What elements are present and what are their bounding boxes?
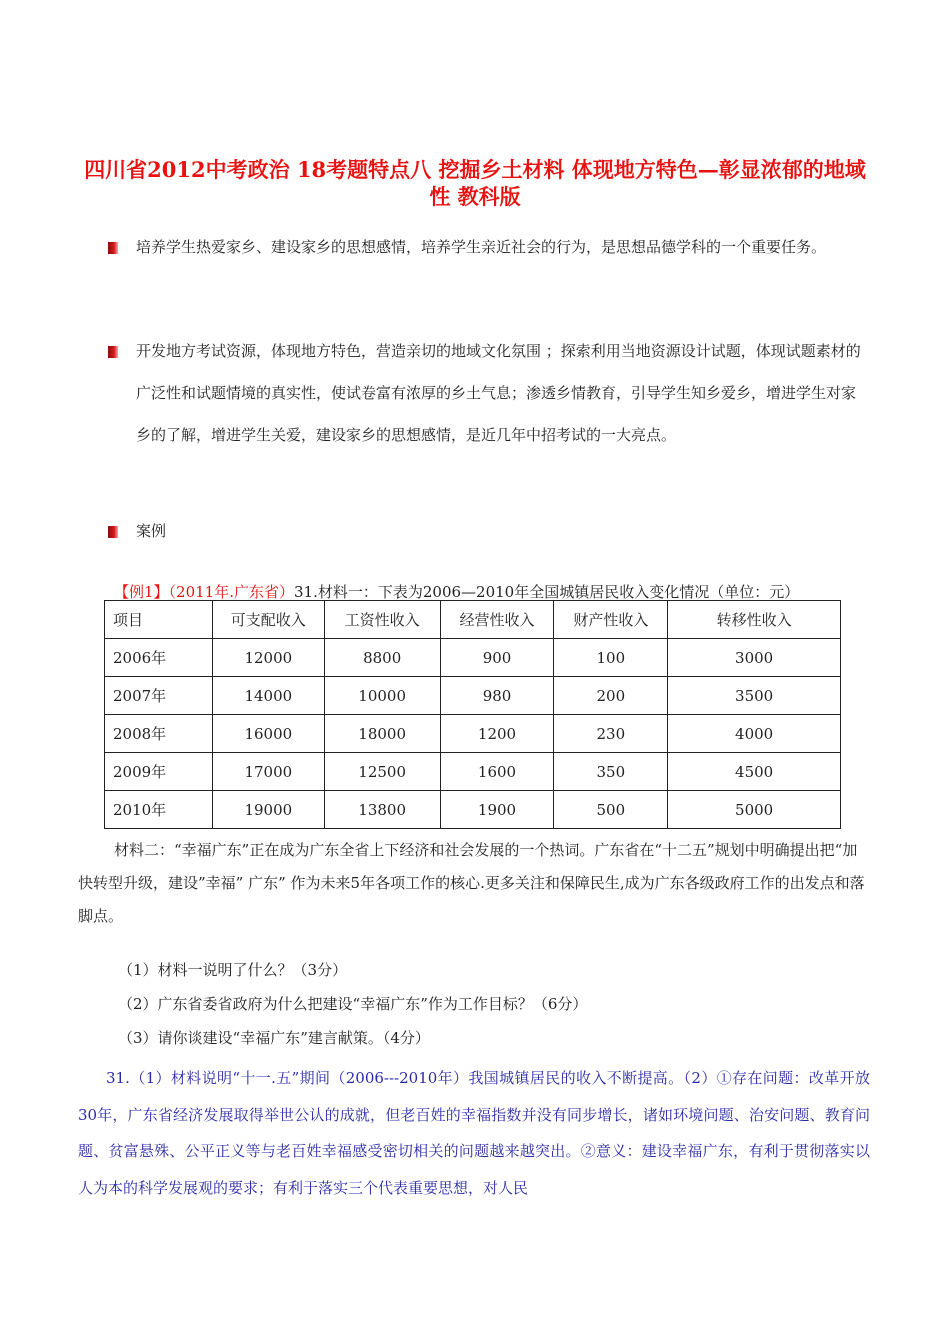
table-cell: 1900 [440, 791, 554, 829]
table-row [105, 715, 841, 753]
table-cell: 12500 [324, 753, 440, 791]
answer-text: 31.（1）材料说明“十一.五”期间（2006---2010年）我国城镇居民的收入不断提高。（2）①存在问题：改革开放30年，广东省经济发展取得举世公认的成就，但老百姓的幸福指数并没有同步增长，诸如环境问题、治安问题、教育问题、贫富悬殊、公平正义等与老百姓幸福感受密切相关的问题越来越突出。②意义：建设幸福广东，有利于贯彻落实以人为本的科学发展观的要求；有利于落实三个代表重要思想，对人民 [78, 1069, 870, 1197]
question-3: （3）请你谈建设“幸福广东”建言献策。（4分） [118, 1029, 430, 1047]
table-cell: 200 [554, 677, 668, 715]
table-cell: 4500 [668, 753, 841, 791]
example-text: 31.材料一：下表为2006—2010年全国城镇居民收入变化情况（单位：元） [294, 583, 800, 601]
bullet-item [108, 236, 870, 268]
table-cell: 500 [554, 791, 668, 829]
table-row [105, 677, 841, 715]
red-square-bullet-icon [108, 526, 118, 538]
red-square-bullet-icon [108, 346, 118, 358]
table-cell: 100 [554, 639, 668, 677]
table-cell: 4000 [668, 715, 841, 753]
table-header-cell: 经营性收入 [440, 601, 554, 639]
table-row [105, 753, 841, 791]
bullet-text: 案例 [136, 522, 167, 540]
example-tag: 【例1】 [114, 583, 169, 601]
table-cell: 2007年 [105, 677, 213, 715]
table-cell: 17000 [212, 753, 324, 791]
table-header-cell: 转移性收入 [668, 601, 841, 639]
table-cell: 1600 [440, 753, 554, 791]
bullet-text: 开发地方考试资源，体现地方特色，营造亲切的地域文化氛围 ；探索利用当地资源设计试题，体现试题素材的广泛性和试题情境的真实性，使试卷富有浓厚的乡土气息；渗透乡情教育，引导学生知乡爱乡，增进学生对家乡的了解，增进学生关爱，建设家乡的思想感情，是近几年中招考试的一大亮点。 [136, 342, 861, 444]
table-row [105, 791, 841, 829]
table-cell: 18000 [324, 715, 440, 753]
table-cell: 350 [554, 753, 668, 791]
material-two: 材料二：“幸福广东”正在成为广东全省上下经济和社会发展的一个热词。广东省在“十二五”规划中明确提出把“加快转型升级，建设”幸福” 广东” 作为未来5年各项工作的核心.更多关注和保障民生,成为广东各级政府工作的出发点和落脚点。 [78, 841, 865, 925]
table-cell: 12000 [212, 639, 324, 677]
example-source: （2011年.广东省） [168, 583, 294, 601]
question-1: （1）材料一说明了什么？（3分） [118, 961, 348, 979]
table-cell: 2008年 [105, 715, 213, 753]
table-cell: 2006年 [105, 639, 213, 677]
table-cell: 16000 [212, 715, 324, 753]
table-cell: 3000 [668, 639, 841, 677]
income-table [104, 600, 841, 829]
table-cell: 980 [440, 677, 554, 715]
red-square-bullet-icon [108, 242, 118, 254]
bullet-item [108, 520, 870, 552]
table-row [105, 639, 841, 677]
table-cell: 13800 [324, 791, 440, 829]
table-cell: 19000 [212, 791, 324, 829]
question-2: （2）广东省委省政府为什么把建设“幸福广东”作为工作目标？（6分） [118, 995, 588, 1013]
table-cell: 2010年 [105, 791, 213, 829]
bullet-item [108, 340, 870, 456]
table-header-cell: 可支配收入 [212, 601, 324, 639]
table-cell: 14000 [212, 677, 324, 715]
table-cell: 3500 [668, 677, 841, 715]
table-cell: 230 [554, 715, 668, 753]
document-title: 四川省2012中考政治 18考题特点八 挖掘乡土材料 体现地方特色—彰显浓郁的地域性 教科版 [84, 157, 866, 209]
table-cell: 2009年 [105, 753, 213, 791]
table-cell: 10000 [324, 677, 440, 715]
table-header-cell: 项目 [105, 601, 213, 639]
table-header-cell: 工资性收入 [324, 601, 440, 639]
table-cell: 900 [440, 639, 554, 677]
table-header-cell: 财产性收入 [554, 601, 668, 639]
table-cell: 5000 [668, 791, 841, 829]
table-cell: 8800 [324, 639, 440, 677]
table-cell: 1200 [440, 715, 554, 753]
bullet-text: 培养学生热爱家乡、建设家乡的思想感情，培养学生亲近社会的行为，是思想品德学科的一个重要任务。 [136, 238, 827, 256]
table-header-row [105, 601, 841, 639]
